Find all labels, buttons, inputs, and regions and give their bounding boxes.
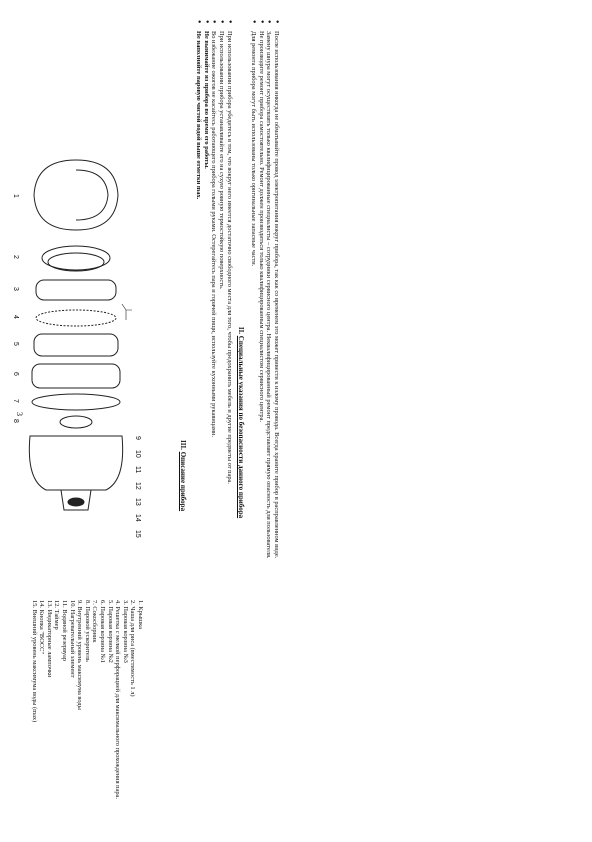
lid-highlight [76, 170, 108, 220]
callout-2: 2 [12, 255, 19, 259]
accelerator-shape [60, 416, 92, 428]
bullet-item: ● Для ремонта прибора могут быть использованы только оригинальные запасные части. [250, 20, 258, 825]
part-item: 10. Нагревательный элемент [68, 600, 76, 678]
callout-14: 14 [134, 514, 141, 522]
part-item: 8. Паровой ускоритель [83, 600, 91, 662]
part-item: 3. Паровая корзина №3 [121, 600, 129, 663]
callout-4: 4 [12, 315, 19, 319]
timer-knob-icon [68, 498, 84, 506]
description-heading [178, 440, 187, 825]
part-item: 15. Внешний уровень максимума воды (max) [30, 600, 38, 723]
basket-1-shape [32, 364, 120, 388]
arrow-icon [122, 304, 132, 320]
bullet-item: ● После использования никогда не обматывайте провод электропитания вокруг прибора, так как со временем это может привести к излому провода. Всегда храните прибор в расправленном виде. [272, 20, 280, 825]
safety-item: ● При использовании прибора устанавливайте его на сухую ровную термостойкую поверхность. [217, 20, 225, 825]
callout-12: 12 [134, 482, 141, 490]
safety-item: ● Не вынимайте из прибора во время его работы. [202, 20, 210, 825]
part-item: 11. Водяной резервуар [61, 600, 69, 662]
part-item: 4. Решетка с мелкой перфорацией для максимального прохождения пара. [114, 600, 122, 799]
part-item: 1. Крышка [137, 600, 144, 629]
base-shape [29, 436, 122, 490]
callout-10: 10 [134, 450, 141, 458]
part-item: 2. Чаша для риса (вместимость 1 л) [129, 600, 137, 697]
safety-item: ● Не наполняйте паровую чистой водой выше отметки max. [195, 20, 203, 825]
description-heading-num: III. [178, 440, 187, 450]
callout-1: 1 [12, 194, 19, 198]
callout-9: 9 [134, 436, 141, 440]
basket-3-shape [36, 280, 116, 300]
part-item: 7. Сокосборник [91, 600, 99, 643]
page-number-right: 3 [15, 412, 24, 416]
callout-7: 7 [12, 399, 19, 403]
description-heading-title: Описание прибора [178, 451, 187, 512]
safety-item: ● При использовании прибора убедитесь в том, что вокруг него имеется достаточно свободного места для того, чтобы предохранить мебель и другие предметы от пара. [225, 20, 233, 825]
rice-bowl-inner [48, 253, 104, 271]
safety-heading-num: II. [236, 326, 245, 335]
callout-15: 15 [134, 530, 141, 538]
callout-8: 8 [12, 419, 19, 423]
callout-6: 6 [12, 372, 19, 376]
callout-13: 13 [134, 498, 141, 506]
part-item: 13. Индикаторные лампочки [45, 600, 53, 678]
part-item: 6. Паровая корзина №1 [99, 600, 107, 663]
safety-item: ● Во избежание ожогов не касайтесь работающего прибора голыми руками. Остерегайтесь пара и горячей пищи, используйте кухонными рукавицами. [210, 20, 218, 825]
steamer-exploded-view [6, 150, 146, 570]
right-top-bullets [250, 20, 280, 825]
safety-heading [236, 20, 245, 825]
callout-5: 5 [12, 342, 19, 346]
safety-heading-title: Специальные указания по безопасности данного прибора [236, 335, 245, 519]
basket-2-shape [34, 334, 118, 356]
safety-list [195, 20, 233, 825]
drip-tray-shape [32, 394, 120, 410]
callout-11: 11 [134, 466, 141, 474]
bullet-item: ● Не производите ремонт прибора самостоятельно. Ремонт должен производиться только квалифицированным специалистом сервисного центра. [257, 20, 265, 825]
callout-3: 3 [12, 287, 19, 291]
bullet-item: ● Замену шнура могут осуществлять только квалифицированные специалисты – сотрудники сервисного центра. Неквалифицированный ремонт представляет прямую опасность для пользователя. [265, 20, 273, 825]
parts-list [30, 600, 144, 810]
part-item: 9. Внутренний уровень максимума воды [76, 600, 84, 710]
grid-shape [36, 310, 116, 326]
part-item: 12. Таймер [53, 600, 61, 630]
part-item: 14. Кнопка "ВОСС" [38, 600, 46, 655]
part-item: 5. Паровая корзина №2 [106, 600, 114, 663]
